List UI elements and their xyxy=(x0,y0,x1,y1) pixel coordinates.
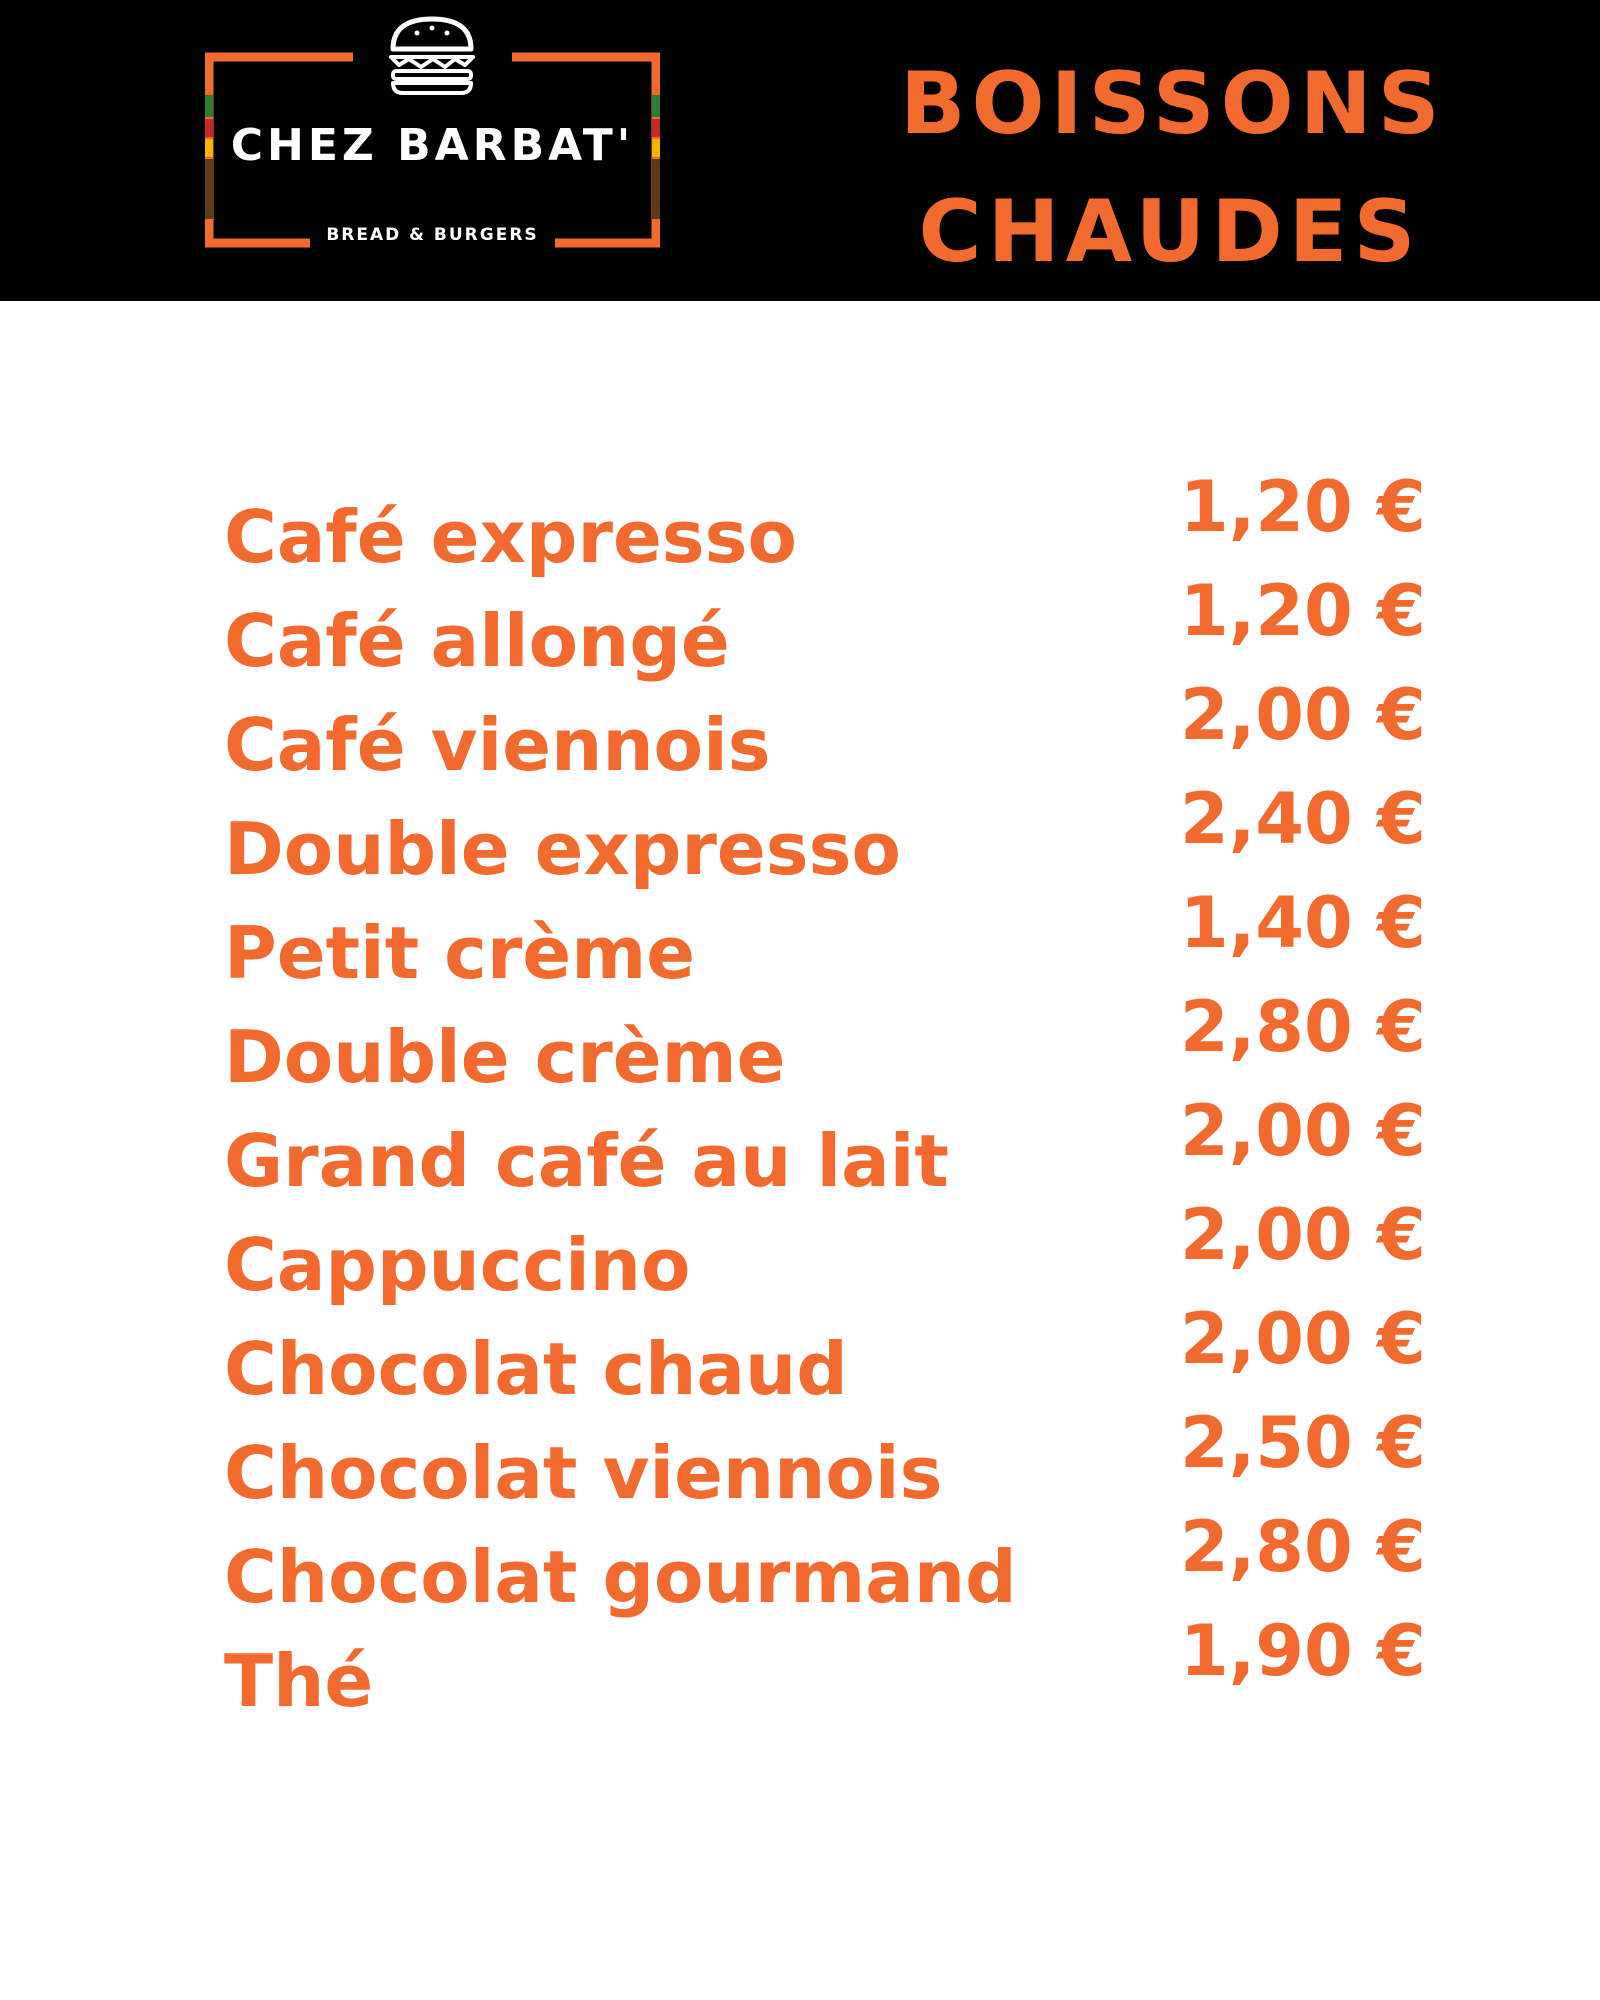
menu-item-price: 1,40 € xyxy=(1180,882,1426,964)
menu-item-price: 2,80 € xyxy=(1180,1506,1426,1588)
menu-item-names xyxy=(224,485,1017,1733)
menu-item-name: Café allongé xyxy=(224,599,730,683)
menu-item-price: 2,00 € xyxy=(1180,1090,1426,1172)
menu-item-price: 1,90 € xyxy=(1180,1610,1426,1692)
menu-item-price: 1,20 € xyxy=(1180,570,1426,652)
burger-icon xyxy=(387,15,477,95)
menu-item-prices xyxy=(1180,455,1480,1703)
title-line-2: CHAUDES xyxy=(918,182,1422,282)
menu-item-name: Chocolat viennois xyxy=(224,1431,943,1515)
brand-name: CHEZ BARBAT' xyxy=(230,120,635,171)
menu-item-name: Chocolat gourmand xyxy=(224,1535,1017,1619)
header-bar xyxy=(0,0,1600,301)
menu-item-price: 2,00 € xyxy=(1180,674,1426,756)
menu-item-name: Petit crème xyxy=(224,911,696,995)
menu-item-name: Café expresso xyxy=(224,495,797,579)
menu-item-name: Double crème xyxy=(224,1015,786,1099)
page-title xyxy=(900,40,1446,296)
title-line-1: BOISSONS xyxy=(900,54,1446,154)
brand-tagline: BREAD & BURGERS xyxy=(326,225,539,245)
menu-item-name: Café viennois xyxy=(224,703,771,787)
menu-item-name: Cappuccino xyxy=(224,1223,691,1307)
menu-item-name: Thé xyxy=(224,1639,374,1723)
menu-item-name: Double expresso xyxy=(224,807,901,891)
menu-item-name: Chocolat chaud xyxy=(224,1327,848,1411)
menu-item-name: Grand café au lait xyxy=(224,1119,949,1203)
menu-item-price: 2,40 € xyxy=(1180,778,1426,860)
menu-item-price: 1,20 € xyxy=(1180,466,1426,548)
menu-item-price: 2,00 € xyxy=(1180,1194,1426,1276)
menu-item-price: 2,80 € xyxy=(1180,986,1426,1068)
menu-item-price: 2,00 € xyxy=(1180,1298,1426,1380)
brand-logo xyxy=(205,15,660,250)
menu-item-price: 2,50 € xyxy=(1180,1402,1426,1484)
